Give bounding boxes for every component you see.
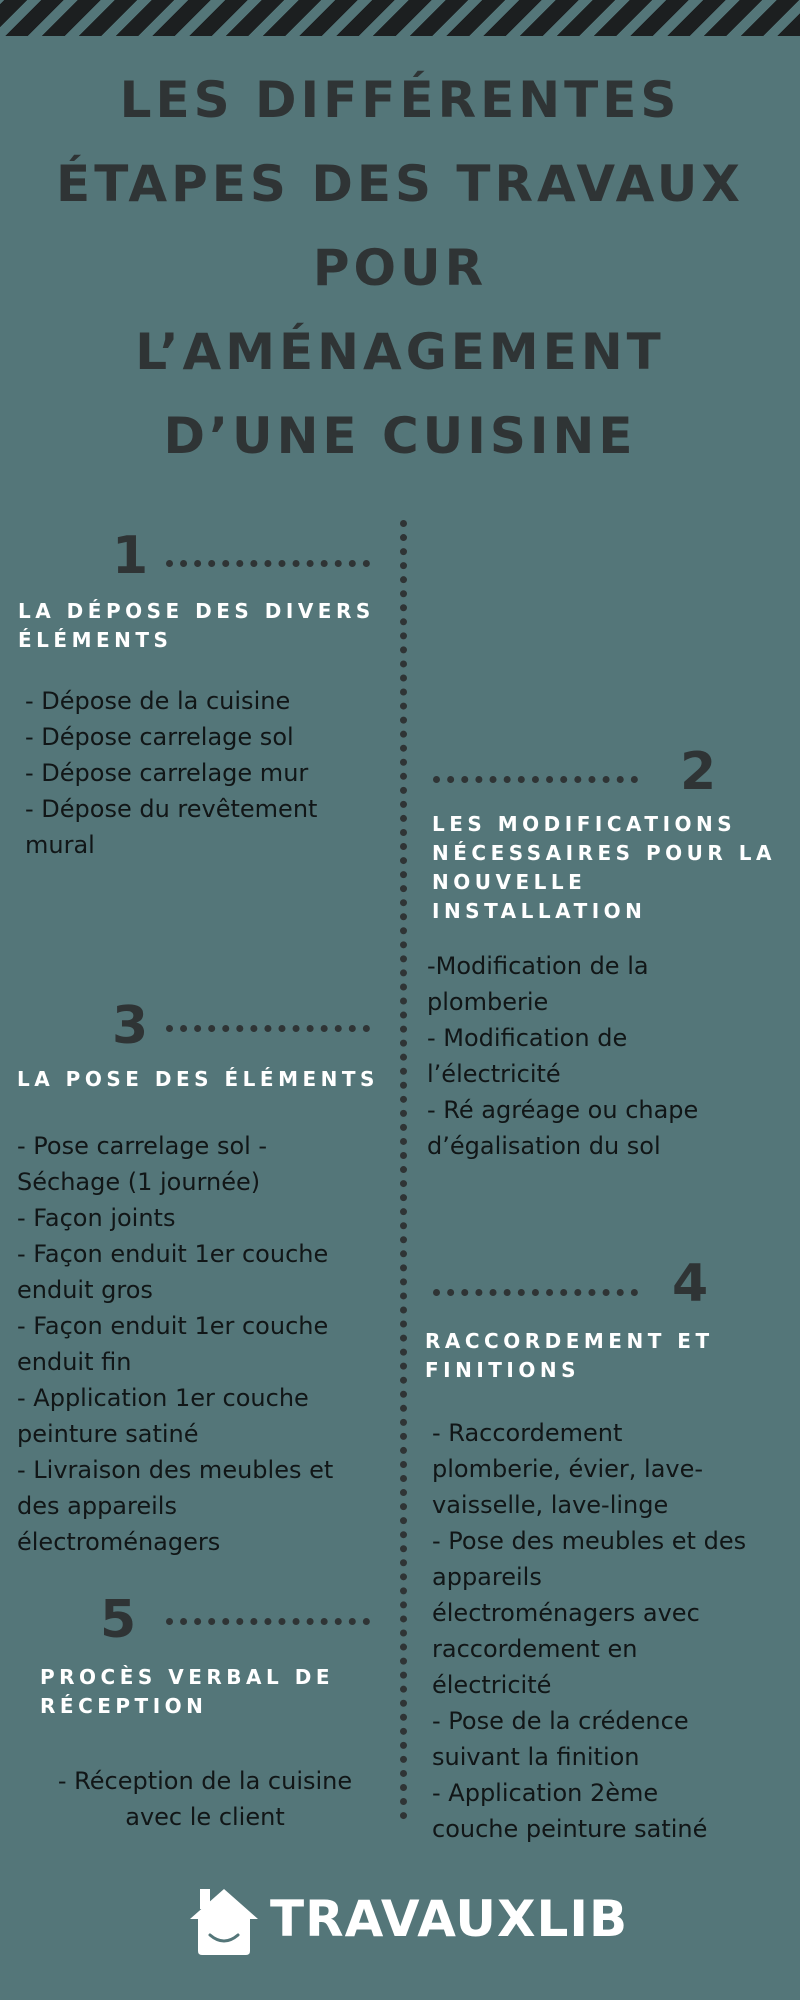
step-1-dotted-line [166, 560, 370, 567]
step-5-number: 5 [100, 1590, 137, 1650]
step-4-dotted-line [433, 1289, 638, 1296]
step-4-heading: RACCORDEMENT ET FINITIONS [425, 1329, 714, 1382]
page-title: LES DIFFÉRENTES ÉTAPES DES TRAVAUX POUR L’AMÉNAGEMENT D’UNE CUISINE [56, 71, 744, 465]
timeline-divider [400, 520, 407, 1820]
list-item: - Application 2ème couche peinture satiné [432, 1779, 708, 1843]
step-1-heading: LA DÉPOSE DES DIVERS ÉLÉMENTS [18, 599, 375, 652]
list-item: - Modification de l’électricité [427, 1024, 628, 1088]
list-item: - Dépose carrelage sol [25, 723, 294, 751]
step-2-dotted-line [433, 776, 638, 783]
step-5-list [40, 1763, 370, 1835]
step-3-dotted-line [166, 1025, 370, 1032]
step-3-list [17, 1128, 367, 1560]
list-item: - Application 1er couche peinture satiné [17, 1384, 309, 1448]
list-item: - Dépose carrelage mur [25, 759, 309, 787]
step-4-number: 4 [672, 1254, 709, 1314]
list-item: - Façon joints [17, 1204, 176, 1232]
list-item: - Réception de la cuisine avec le client [57, 1767, 353, 1831]
step-1-list [25, 683, 355, 863]
travauxlib-logo [188, 1885, 628, 1965]
list-item: - Pose des meubles et des appareils électroménagers avec raccordement en électricité [432, 1527, 747, 1699]
list-item: - Façon enduit 1er couche enduit fin [17, 1312, 329, 1376]
top-stripe-border [0, 0, 800, 36]
step-3-number: 3 [112, 996, 149, 1056]
list-item: - Façon enduit 1er couche enduit gros [17, 1240, 329, 1304]
list-item: - Dépose de la cuisine [25, 687, 291, 715]
list-item: - Raccordement plomberie, évier, lave-vaisselle, lave-linge [432, 1419, 704, 1519]
logo-text: TRAVAUXLIB [270, 1890, 629, 1948]
list-item: - Ré agréage ou chape d’égalisation du sol [427, 1096, 699, 1160]
step-3-heading: LA POSE DES ÉLÉMENTS [17, 1067, 379, 1091]
step-5-dotted-line [166, 1618, 370, 1625]
step-1-number: 1 [112, 526, 149, 586]
step-2-number: 2 [680, 742, 717, 802]
house-smile-icon [188, 1885, 260, 1957]
step-2-list [427, 948, 747, 1164]
list-item: - Livraison des meubles et des appareils électroménagers [17, 1456, 334, 1556]
list-item: -Modification de la plomberie [427, 952, 649, 1016]
step-4-list [432, 1415, 752, 1847]
list-item: - Pose carrelage sol - Séchage (1 journée) [17, 1132, 268, 1196]
list-item: - Pose de la crédence suivant la finition [432, 1707, 689, 1771]
step-5-heading: PROCÈS VERBAL DE RÉCEPTION [40, 1665, 335, 1718]
list-item: - Dépose du revêtement mural [25, 795, 318, 859]
step-2-heading: LES MODIFICATIONS NÉCESSAIRES POUR LA NOUVELLE INSTALLATION [432, 812, 776, 923]
